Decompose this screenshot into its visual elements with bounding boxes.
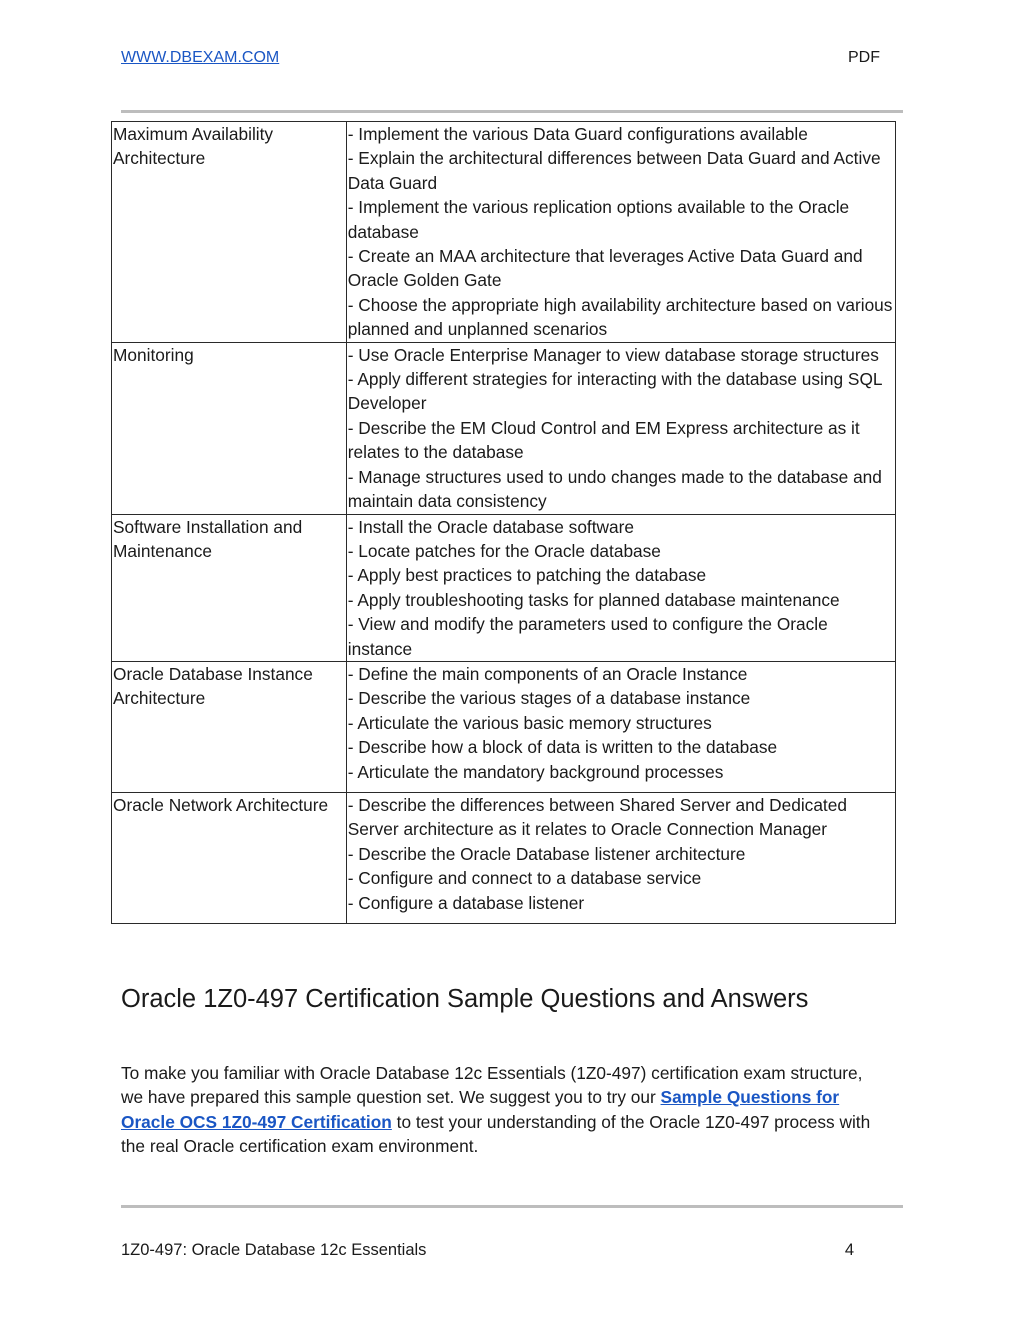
table-row (112, 792, 896, 923)
objective-item: - Implement the various Data Guard configurations available (347, 124, 808, 144)
header-divider (121, 110, 903, 113)
objective-item: - Define the main components of an Oracle Instance (347, 663, 748, 684)
objective-item: - Describe the Oracle Database listener architecture (347, 843, 746, 864)
objectives-cell (346, 122, 895, 343)
objectives-cell (346, 792, 895, 923)
objective-item: - Apply different strategies for interacting with the database using SQL Developer (347, 369, 882, 414)
page-number: 4 (844, 1241, 854, 1259)
objective-item: - Install the Oracle database software (347, 516, 634, 537)
topic-cell: Maximum Availability Architecture (112, 122, 347, 343)
table-row (112, 342, 896, 514)
objective-item: - Describe the EM Cloud Control and EM Express architecture as it relates to the database (347, 417, 860, 463)
objectives-cell (346, 514, 895, 661)
table-row (112, 122, 896, 343)
objective-item: - Choose the appropriate high availability architecture based on various planned and unplanned scenarios (347, 294, 893, 340)
topics-table-body (112, 122, 896, 924)
intro-text-after: to test your understanding of the Oracle 1Z0-497 process with the real Oracle certification exam environment. (121, 1111, 871, 1157)
intro-text-before: To make you familiar with Oracle Database 12c Essentials (1Z0-497) certification exam structure, we have prepared this sample question set. We suggest you to try our (121, 1063, 863, 1108)
objective-item: - Configure a database listener (347, 892, 585, 913)
objective-item: - Use Oracle Enterprise Manager to view database storage structures (347, 344, 879, 365)
table-row (112, 661, 896, 792)
site-link[interactable]: WWW.DBEXAM.COM (121, 49, 280, 66)
exam-topics-table (111, 121, 896, 924)
objective-item: - Describe the differences between Shared Server and Dedicated Server architecture as it relates to Oracle Connection Manager (347, 794, 847, 840)
objective-item: - Articulate the mandatory background processes (347, 761, 724, 782)
objective-item: - Implement the various replication options available to the Oracle database (347, 197, 850, 242)
objective-item: - View and modify the parameters used to configure the Oracle instance (347, 614, 828, 659)
objective-item: - Articulate the various basic memory structures (347, 712, 712, 733)
objectives-cell (346, 661, 895, 792)
intro-paragraph (121, 1061, 881, 1159)
doc-type-label: PDF (848, 49, 880, 66)
objective-item: - Create an MAA architecture that leverages Active Data Guard and Oracle Golden Gate (347, 246, 863, 291)
objective-item: - Configure and connect to a database service (347, 868, 702, 889)
footer-divider (121, 1205, 903, 1208)
objective-item: - Explain the architectural differences between Data Guard and Active Data Guard (347, 148, 881, 193)
sample-questions-link[interactable]: Sample Questions for Oracle OCS 1Z0-497 Certification (121, 1087, 840, 1132)
objective-item: - Manage structures used to undo changes made to the database and maintain data consistency (347, 466, 882, 512)
topic-cell: Oracle Database Instance Architecture (112, 661, 347, 792)
topic-cell: Oracle Network Architecture (112, 792, 347, 923)
topic-cell: Software Installation and Maintenance (112, 514, 347, 661)
objective-item: - Describe how a block of data is written to the database (347, 737, 778, 758)
section-title: Oracle 1Z0-497 Certification Sample Questions and Answers (121, 985, 809, 1013)
objective-item: - Apply troubleshooting tasks for planned database maintenance (347, 589, 840, 610)
objective-item: - Apply best practices to patching the database (347, 565, 707, 586)
objective-item: - Locate patches for the Oracle database (347, 540, 661, 561)
objectives-cell (346, 342, 895, 514)
footer-doc-title: 1Z0-497: Oracle Database 12c Essentials (121, 1241, 427, 1259)
objective-item: - Describe the various stages of a database instance (347, 688, 751, 709)
table-row (112, 514, 896, 661)
topic-cell: Monitoring (112, 342, 347, 514)
